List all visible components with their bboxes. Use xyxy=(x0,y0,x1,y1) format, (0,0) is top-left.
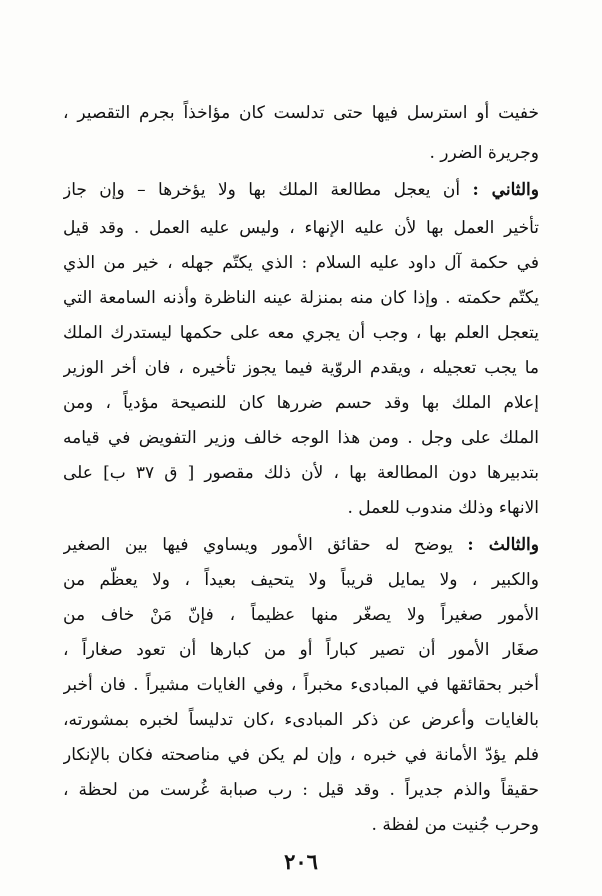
text-line-rest: أن يعجل مطالعة الملك بها ولا يؤخرها – وإن جاز xyxy=(63,180,461,200)
text-line: خفيت أو استرسل فيها حتى تدلست كان مؤاخذاً بجرم التقصير ، xyxy=(63,103,539,123)
text-line: الانهاء وذلك مندوب للعمل . xyxy=(347,498,539,518)
text-line: الأمور صغيراً ولا يصغّر منها عظيماً ، فإنّ مَنْ خاف من xyxy=(63,605,539,625)
text-line: يتعجل العلم بها ، وجب أن يجري معه على حكمها ليستدرك الملك xyxy=(63,323,539,343)
text-line: وجريرة الضرر . xyxy=(429,143,539,163)
paragraph-heading: والثاني : xyxy=(472,180,539,200)
text-line-rest: يوضح له حقائق الأمور ويساوي فيها بين الصغير xyxy=(63,535,453,555)
paragraph-opening-line xyxy=(63,175,539,205)
text-line: في حكمة آل داود عليه السلام : الذي يكتّم جهله ، خير من الذي xyxy=(63,253,539,273)
text-line: إعلام الملك بها وقد حسم ضررها كان للنصيحة مؤدياً ، ومن xyxy=(63,393,539,413)
text-line: حقيقاً والذم جديراً . وقد قيل : رب صبابة غُرست من لحظة ، xyxy=(63,780,539,800)
paragraph-heading: والثالث : xyxy=(467,535,539,555)
text-line: وحرب جُنيت من لفظة . xyxy=(371,815,539,835)
text-line: بتدبيرها دون المطالعة بها ، لأن ذلك مقصور [ ق ٣٧ ب] على xyxy=(63,463,539,483)
text-line: ما يجب تعجيله ، ويقدم الروّية فيما يجوز تأخيره ، فان أخر الوزير xyxy=(63,358,539,378)
text-line: تأخير العمل بها لأن عليه الإنهاء ، وليس عليه العمل . وقد قيل xyxy=(63,218,539,238)
text-line: والكبير ، ولا يمايل قريباً ولا يتحيف بعيداً ، ولا يعظّم من xyxy=(63,570,539,590)
text-line: فلم يؤدّ الأمانة في خبره ، وإن لم يكن في مناصحته فكان بالإنكار xyxy=(63,745,539,765)
text-line: الملك على وجل . ومن هذا الوجه خالف وزير التفويض في قيامه xyxy=(63,428,539,448)
page-number: ٢٠٦ xyxy=(284,849,318,874)
text-line: صغَار الأمور أن تصير كباراً أو من كبارها أن تعود صغاراً ، xyxy=(63,640,539,660)
text-line: بالغايات وأعرض عن ذكر المبادىء ،كان تدليساً لخبره بمشورته، xyxy=(63,710,539,730)
text-line: أخبر بحقائقها في المبادىء مخبراً ، وفي الغايات مشيراً . فان أخبر xyxy=(63,675,539,695)
text-line: يكتّم حكمته . وإذا كان منه بمنزلة عينه الناظرة وأذنه السامعة التي xyxy=(63,288,539,308)
paragraph-opening-line xyxy=(63,530,539,560)
